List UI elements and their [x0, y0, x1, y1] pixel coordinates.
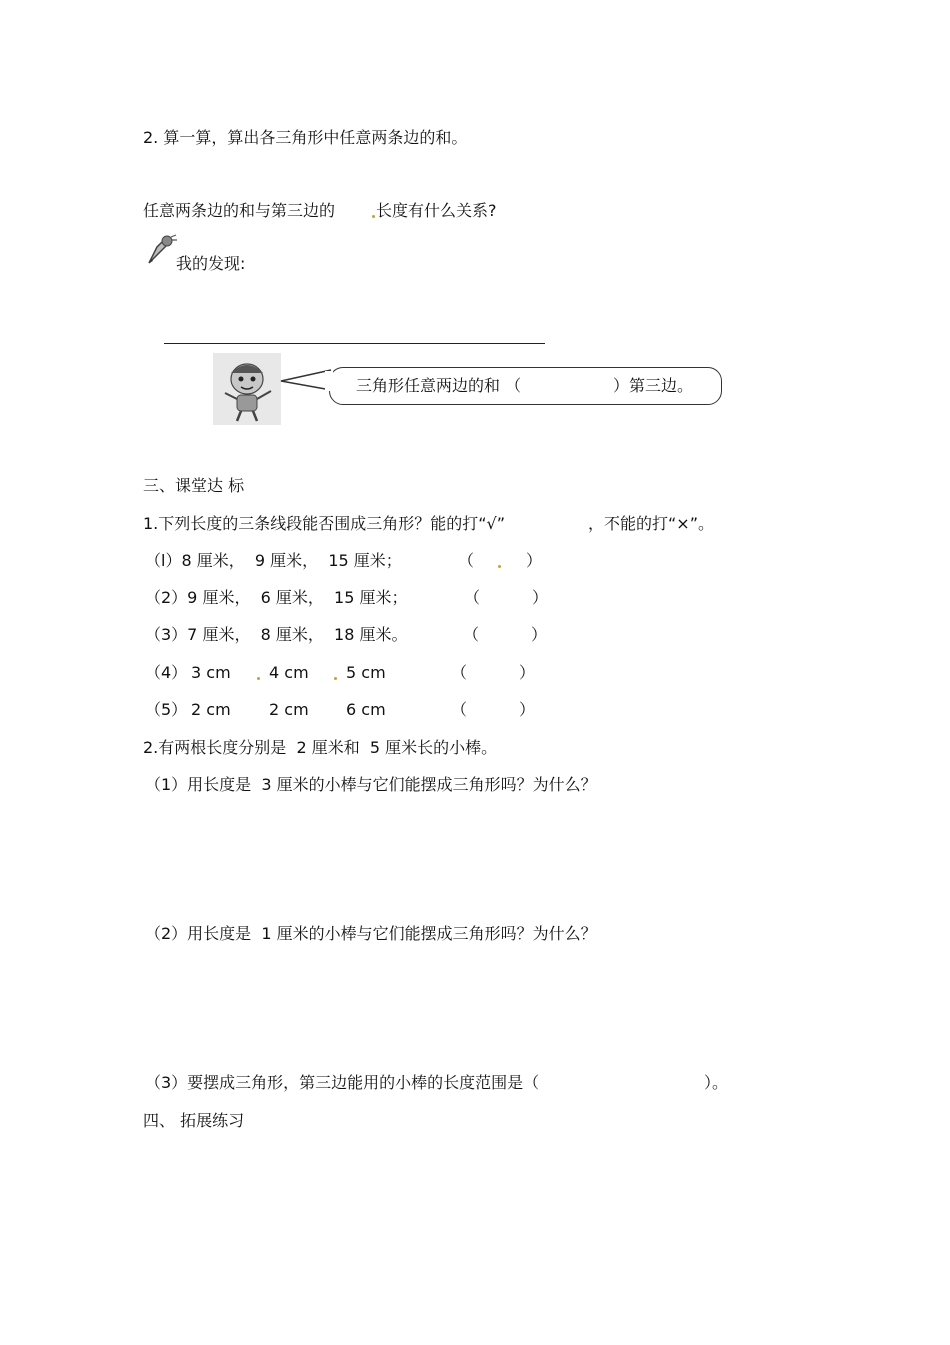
discovery-label: 我的发现:	[176, 254, 246, 273]
q1-item-3-label: （3）7 厘米， 8 厘米， 18 厘米。	[145, 625, 408, 644]
q1-item-1-open: （	[458, 551, 475, 570]
q1-item-3-open: （	[463, 625, 480, 644]
bubble-text-end: ）第三边。	[613, 376, 694, 395]
q1-item-2-label: （2）9 厘米， 6 厘米， 15 厘米；	[145, 588, 408, 607]
q1-item-3-close: ）	[531, 625, 548, 644]
q1-item-1-close: ）	[526, 551, 543, 570]
marker-dot	[372, 215, 375, 218]
q1-item-4-num: （4）	[145, 663, 188, 682]
q2-sub-3-end: ）。	[704, 1073, 729, 1092]
q1-item-4-c: 5 cm	[346, 663, 386, 682]
bubble-text-start: 三角形任意两边的和 （	[356, 376, 522, 395]
q1-item-4-a: 3 cm	[191, 663, 231, 682]
section3-title: 三、课堂达 标	[143, 476, 245, 495]
q1-item-2-open: （	[464, 588, 481, 607]
q1-item-5-c: 6 cm	[346, 700, 386, 719]
q1-item-5-open: （	[451, 700, 468, 719]
q1-item-4-b: 4 cm	[269, 663, 309, 682]
answer-line	[164, 343, 545, 344]
cartoon-boy-icon	[213, 353, 281, 425]
relation-question-start: 任意两条边的和与第三边的	[143, 201, 336, 220]
q1-item-2-close: ）	[532, 588, 549, 607]
marker-dot	[498, 565, 501, 568]
relation-question-end: 长度有什么关系?	[376, 201, 497, 220]
q1-prompt-start: 1.下列长度的三条线段能否围成三角形？能的打“√”	[143, 514, 506, 533]
q2-sub-2: （2）用长度是 1 厘米的小棒与它们能摆成三角形吗？为什么？	[145, 924, 597, 943]
q2-sub-1: （1）用长度是 3 厘米的小棒与它们能摆成三角形吗？为什么？	[145, 775, 597, 794]
q1-item-5-a: 2 cm	[191, 700, 231, 719]
q1-item-5-num: （5）	[145, 700, 188, 719]
q2-prompt: 2.有两根长度分别是 2 厘米和 5 厘米长的小棒。	[143, 738, 498, 757]
q1-item-4-open: （	[451, 663, 468, 682]
q2-sub-3-start: （3）要摆成三角形，第三边能用的小棒的长度范围是（	[145, 1073, 540, 1092]
q1-item-5-b: 2 cm	[269, 700, 309, 719]
bubble-join	[325, 371, 333, 391]
q2-title: 2. 算一算，算出各三角形中任意两条边的和。	[143, 128, 468, 147]
q1-item-4-close: ）	[519, 663, 536, 682]
marker-dot	[257, 677, 260, 680]
marker-dot	[334, 677, 337, 680]
pencil-mascot-icon	[143, 233, 179, 269]
q1-item-5-close: ）	[519, 700, 536, 719]
section4-title: 四、 拓展练习	[143, 1111, 245, 1130]
q1-prompt-end: ，不能的打“×”。	[588, 514, 714, 533]
q1-item-1-label: （l）8 厘米， 9 厘米， 15 厘米；	[145, 551, 402, 570]
